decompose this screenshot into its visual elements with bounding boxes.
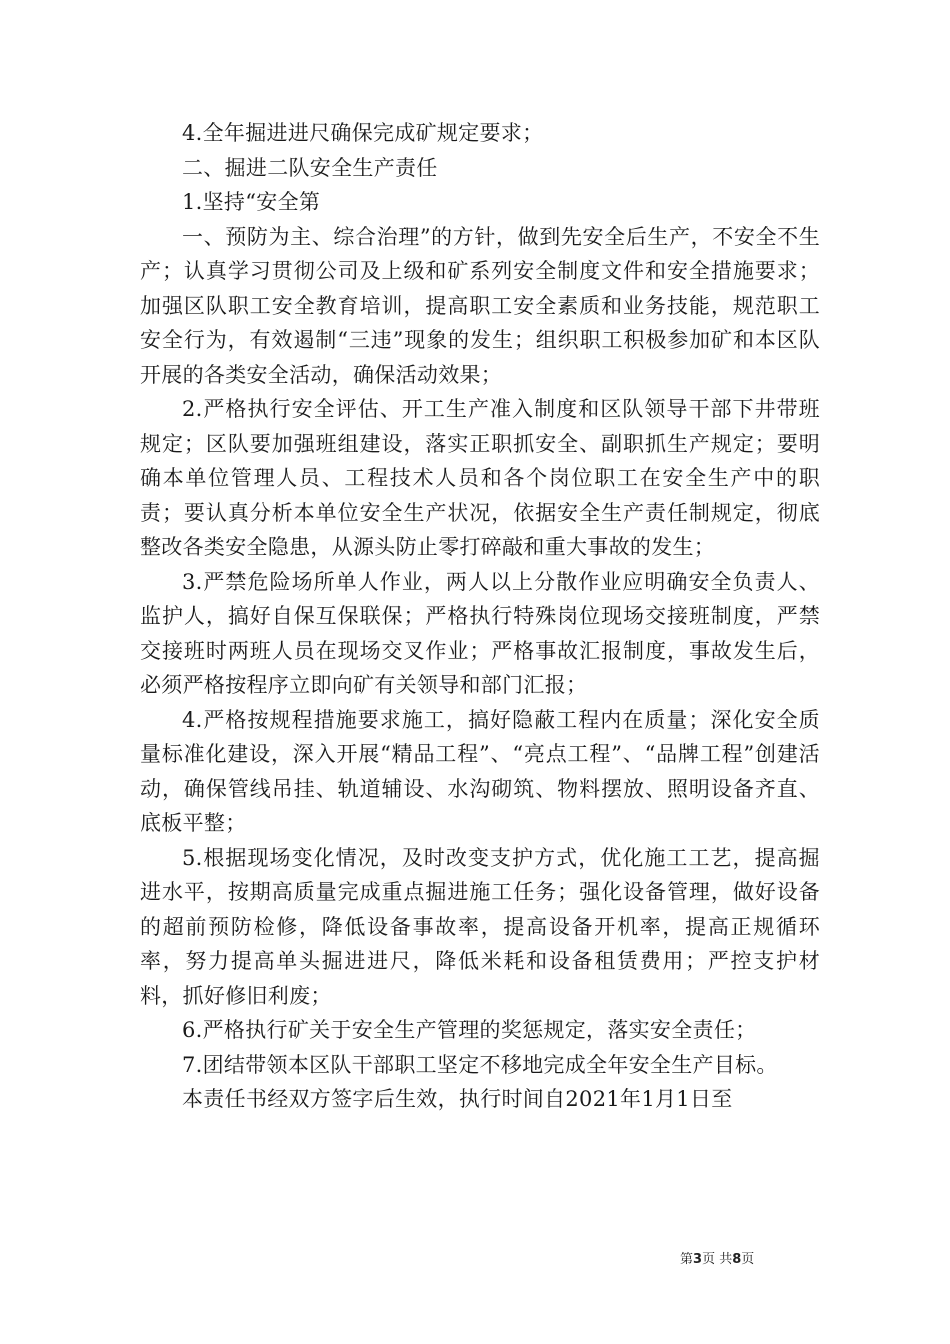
paragraph-2: 二、掘进二队安全生产责任 [182, 155, 438, 180]
paragraph-5: 2.严格执行安全评估、开工生产准入制度和区队领导干部下井带班规定；区队要加强班组建设，落实正职抓安全、副职抓生产规定；要明确本单位管理人员、工程技术人员和各个岗位职工在安全生产中的职责；要认真分析本单位安全生产状况，依据安全生产责任制规定，彻底整改各类安全隐患，从源头防止零打碎敲和重大事故的发生； [140, 397, 820, 559]
footer-prefix: 第 [680, 1252, 694, 1267]
paragraph-7: 4.严格按规程措施要求施工，搞好隐蔽工程内在质量；深化安全质量标准化建设，深入开展“精品工程”、“亮点工程”、“品牌工程”创建活动，确保管线吊挂、轨道辅设、水沟砌筑、物料摆放、照明设备齐直、底板平整； [140, 707, 820, 835]
paragraph-9: 6.严格执行矿关于安全生产管理的奖惩规定，落实安全责任； [182, 1018, 757, 1042]
paragraph-4: 一、预防为主、综合治理”的方针，做到先安全后生产，不安全不生产；认真学习贯彻公司及上级和矿系列安全制度文件和安全措施要求；加强区队职工安全教育培训，提高职工安全素质和业务技能，规范职工安全行为，有效遏制“三违”现象的发生；组织职工积极参加矿和本区队开展的各类安全活动，确保活动效果； [140, 224, 820, 387]
paragraph-1: 4.全年掘进进尺确保完成矿规定要求； [182, 121, 544, 145]
paragraph-8: 5.根据现场变化情况，及时改变支护方式，优化施工工艺，提高掘进水平，按期高质量完成重点掘进施工任务；强化设备管理，做好设备的超前预防检修，降低设备事故率，提高设备开机率，提高正规循环率，努力提高单头掘进进尺，降低米耗和设备租赁费用；严控支护材料，抓好修旧利废； [140, 845, 820, 1008]
page-footer [680, 1252, 880, 1268]
footer-total-pages: 8 [732, 1252, 742, 1267]
footer-suffix: 页 [741, 1252, 755, 1267]
paragraph-6: 3.严禁危险场所单人作业，两人以上分散作业应明确安全负责人、监护人，搞好自保互保联保；严格执行特殊岗位现场交接班制度，严禁交接班时两班人员在现场交叉作业；严格事故汇报制度，事故发生后，必须严格按程序立即向矿有关领导和部门汇报； [140, 569, 820, 697]
footer-middle: 页 共 [702, 1252, 733, 1267]
document-body [140, 116, 820, 1117]
paragraph-10: 7.团结带领本区队干部职工坚定不移地完成全年安全生产目标。 [182, 1052, 778, 1077]
footer-current-page: 3 [693, 1252, 703, 1267]
paragraph-11: 本责任书经双方签字后生效，执行时间自2021年1月1日至 [182, 1087, 733, 1111]
paragraph-3: 1.坚持“安全第 [182, 190, 321, 214]
